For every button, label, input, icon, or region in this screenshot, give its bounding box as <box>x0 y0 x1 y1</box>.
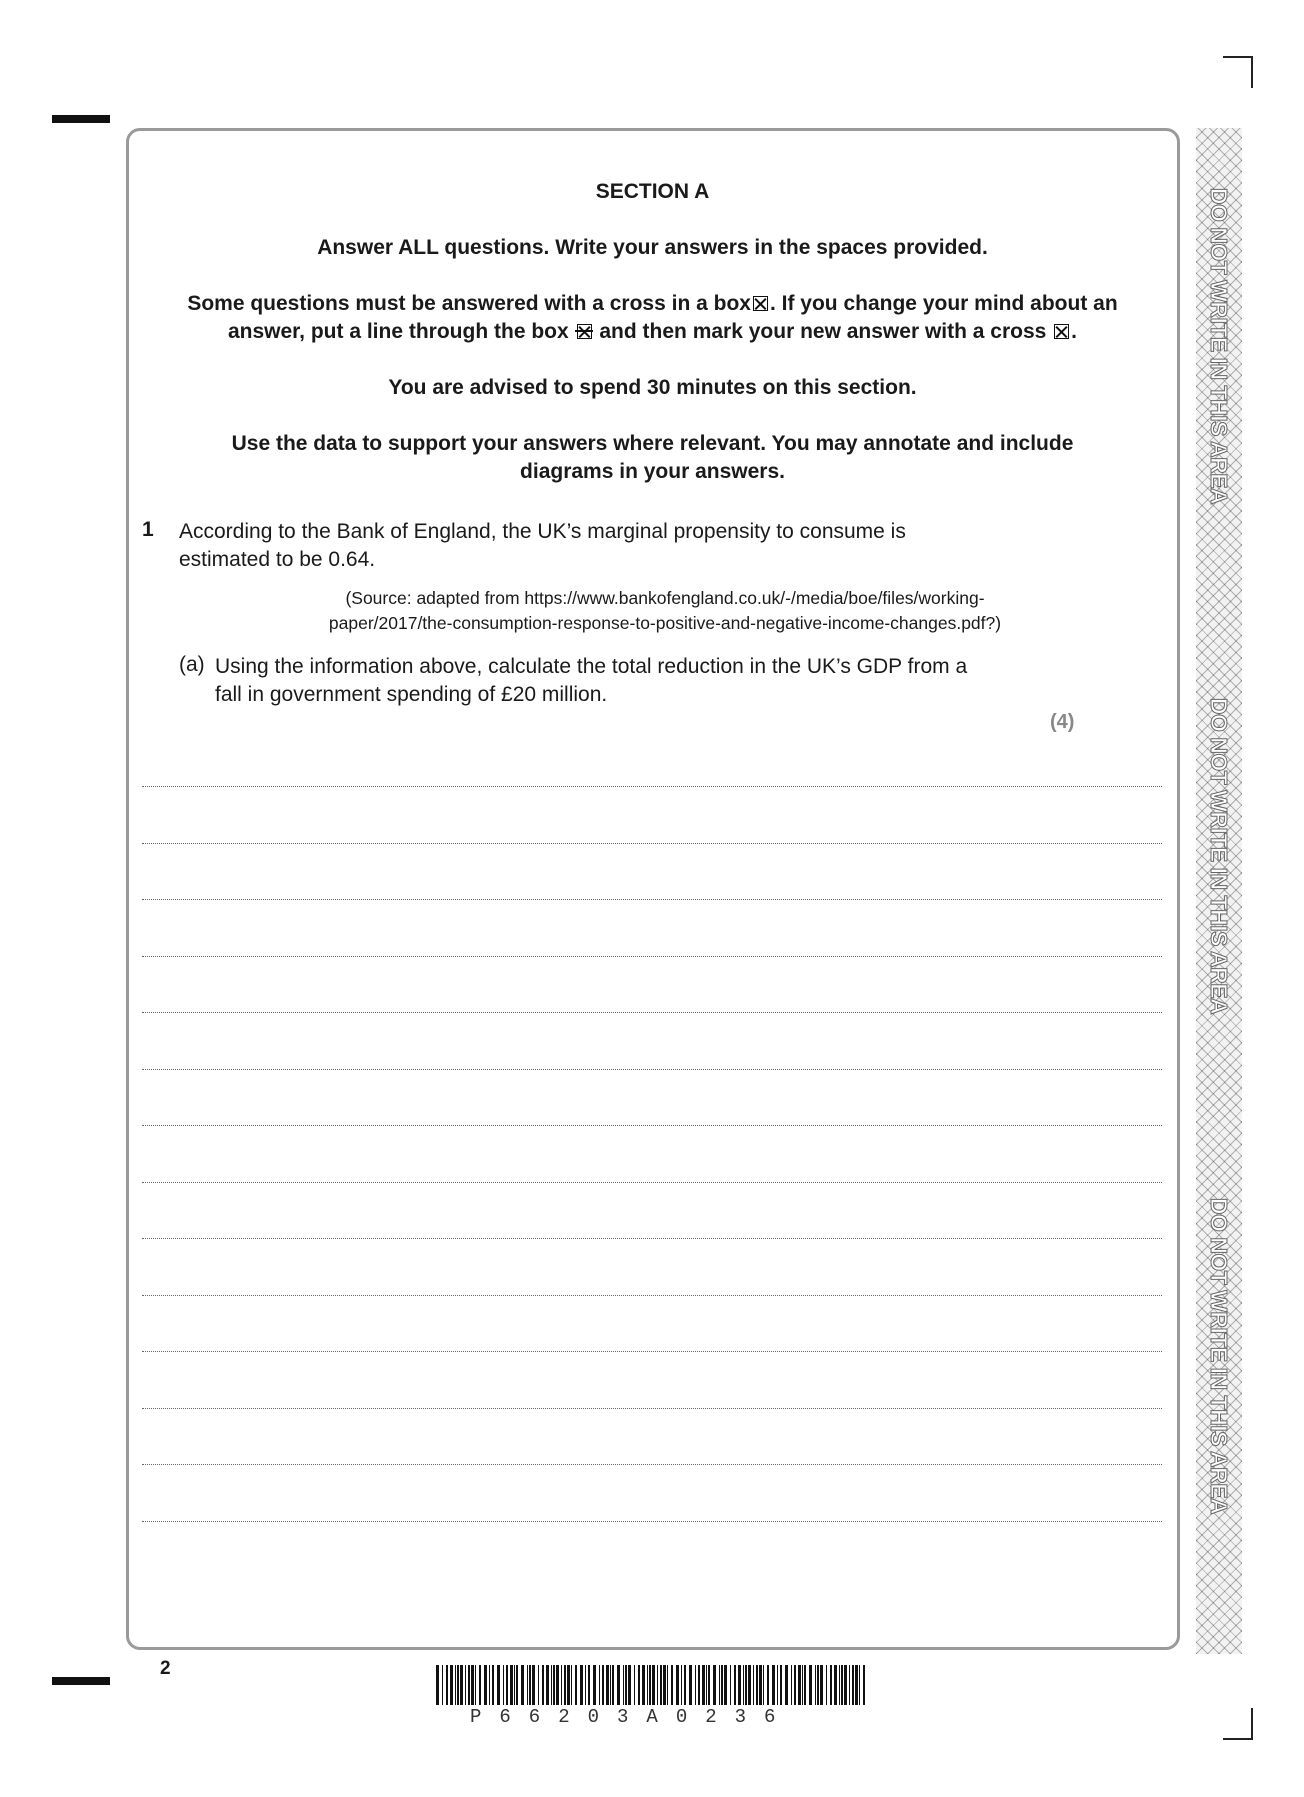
barcode-bar <box>585 1665 586 1705</box>
barcode-bar <box>647 1665 648 1705</box>
barcode-bar <box>791 1665 792 1705</box>
barcode-bar <box>738 1665 741 1705</box>
part-label: (a) <box>179 653 205 676</box>
instruction-line: Some questions must be answered with a cross in a box . If you change your mind about an <box>187 292 1118 315</box>
do-not-write-label: DO NOT WRITE IN THIS AREA <box>1206 1197 1232 1515</box>
barcode-bar <box>599 1665 600 1705</box>
instruction-line: diagrams in your answers. <box>520 460 785 483</box>
barcode-bar <box>753 1665 754 1705</box>
answer-line[interactable] <box>142 787 1162 844</box>
barcode-bar <box>457 1665 459 1705</box>
answer-line[interactable] <box>142 1465 1162 1522</box>
barcode-bar <box>671 1665 673 1705</box>
barcode-bar <box>660 1665 662 1705</box>
barcode-bar <box>702 1665 705 1705</box>
barcode-bar <box>436 1665 439 1705</box>
barcode <box>430 1665 870 1705</box>
registration-bar <box>52 1677 110 1685</box>
instruction-line: Use the data to support your answers where relevant. You may annotate and include <box>231 432 1074 455</box>
barcode-bar <box>734 1665 736 1705</box>
answer-lines[interactable] <box>142 786 1162 1522</box>
barcode-bar <box>649 1665 651 1705</box>
barcode-bar <box>623 1665 624 1705</box>
answer-line[interactable] <box>142 1239 1162 1296</box>
barcode-bar <box>684 1665 686 1705</box>
barcode-bar <box>708 1665 710 1705</box>
barcode-bar <box>561 1665 562 1705</box>
barcode-bar <box>492 1665 494 1705</box>
barcode-bar <box>859 1665 860 1705</box>
question-text: According to the Bank of England, the UK’s marginal propensity to consume is estimated to be 0.64. <box>179 520 906 571</box>
barcode-bar <box>756 1665 758 1705</box>
barcode-bar <box>642 1665 645 1705</box>
barcode-bar <box>657 1665 658 1705</box>
page-number: 2 <box>160 1658 171 1679</box>
barcode-bar <box>820 1665 823 1705</box>
crop-mark <box>1223 1738 1253 1740</box>
barcode-bar <box>706 1665 707 1705</box>
answer-line[interactable] <box>142 900 1162 957</box>
barcode-bar <box>588 1665 590 1705</box>
barcode-bar <box>529 1665 531 1705</box>
answer-line[interactable] <box>142 1183 1162 1240</box>
instruction-line: Answer ALL questions. Write your answers in the spaces provided. <box>317 236 988 259</box>
barcode-bar <box>602 1665 604 1705</box>
struck-cross-box-icon <box>577 324 592 339</box>
barcode-bar <box>546 1665 549 1705</box>
answer-line[interactable] <box>142 1296 1162 1353</box>
barcode-bar <box>497 1665 500 1705</box>
registration-bar <box>52 115 110 123</box>
instruction-line: You are advised to spend 30 minutes on this section. <box>388 376 917 399</box>
barcode-bar <box>532 1665 535 1705</box>
barcode-bar <box>841 1665 843 1705</box>
barcode-bar <box>724 1665 727 1705</box>
barcode-bar <box>450 1665 453 1705</box>
barcode-bar <box>698 1665 700 1705</box>
barcode-bar <box>852 1665 854 1705</box>
barcode-bar <box>817 1665 819 1705</box>
barcode-bar <box>460 1665 463 1705</box>
barcode-bar <box>610 1665 611 1705</box>
barcode-bar <box>465 1665 466 1705</box>
barcode-bar <box>713 1665 716 1705</box>
answer-line[interactable] <box>142 844 1162 901</box>
barcode-bar <box>804 1665 806 1705</box>
barcode-bar <box>663 1665 666 1705</box>
barcode-bar <box>834 1665 837 1705</box>
barcode-bar <box>798 1665 801 1705</box>
barcode-bar <box>772 1665 775 1705</box>
barcode-bar <box>575 1665 577 1705</box>
barcode-bar <box>652 1665 655 1705</box>
barcode-bar <box>638 1665 640 1705</box>
barcode-bar <box>564 1665 566 1705</box>
barcode-bar <box>503 1665 504 1705</box>
barcode-bar <box>634 1665 635 1705</box>
barcode-bar <box>794 1665 796 1705</box>
barcode-bar <box>809 1665 812 1705</box>
barcode-bar <box>553 1665 555 1705</box>
barcode-bar <box>763 1665 764 1705</box>
barcode-bar <box>748 1665 751 1705</box>
barcode-bar <box>484 1665 487 1705</box>
barcode-bar <box>730 1665 731 1705</box>
do-not-write-label: DO NOT WRITE IN THIS AREA <box>1206 697 1232 1015</box>
barcode-bar <box>839 1665 840 1705</box>
barcode-bar <box>612 1665 614 1705</box>
answer-line[interactable] <box>142 957 1162 1014</box>
barcode-bar <box>780 1665 782 1705</box>
barcode-bar <box>510 1665 513 1705</box>
question-number: 1 <box>142 518 154 541</box>
barcode-bar <box>830 1665 832 1705</box>
barcode-bar <box>489 1665 490 1705</box>
do-not-write-margin <box>1196 128 1242 1654</box>
barcode-bar <box>777 1665 778 1705</box>
answer-line[interactable] <box>142 1126 1162 1183</box>
barcode-bar <box>442 1665 443 1705</box>
crop-mark <box>1223 56 1253 58</box>
barcode-bar <box>689 1665 692 1705</box>
barcode-bar <box>863 1665 865 1705</box>
barcode-bar <box>514 1665 515 1705</box>
source-citation: (Source: adapted from https://www.bankofengland.co.uk/-/media/boe/files/working- paper/2017/the-consumption-response-to-positive-and-negative-income-changes.pdf?) <box>328 588 1002 633</box>
barcode-bar <box>527 1665 528 1705</box>
barcode-text: P66203A0236 <box>470 1706 794 1728</box>
barcode-bar <box>580 1665 583 1705</box>
barcode-bar <box>479 1665 481 1705</box>
barcode-bar <box>471 1665 474 1705</box>
barcode-bar <box>455 1665 456 1705</box>
barcode-bar <box>556 1665 559 1705</box>
section-title: SECTION A <box>595 180 710 203</box>
barcode-bar <box>551 1665 552 1705</box>
barcode-bar <box>681 1665 682 1705</box>
barcode-bar <box>506 1665 508 1705</box>
barcode-bar <box>695 1665 696 1705</box>
answer-line[interactable] <box>142 1013 1162 1070</box>
answer-line[interactable] <box>142 1409 1162 1466</box>
instruction-line: answer, put a line through the box and then mark your new answer with a cross . <box>227 320 1078 343</box>
barcode-bar <box>849 1665 850 1705</box>
barcode-bar <box>759 1665 762 1705</box>
barcode-bar <box>606 1665 609 1705</box>
barcode-bar <box>625 1665 627 1705</box>
barcode-bar <box>542 1665 544 1705</box>
crop-mark <box>1251 56 1253 88</box>
barcode-bar <box>855 1665 858 1705</box>
crop-mark <box>1251 1708 1253 1740</box>
part-text: Using the information above, calculate the total reduction in the UK’s GDP from a fall in government spending of £20 million. <box>215 655 968 706</box>
barcode-bar <box>826 1665 827 1705</box>
barcode-bar <box>617 1665 620 1705</box>
barcode-bar <box>567 1665 570 1705</box>
barcode-bar <box>538 1665 539 1705</box>
barcode-bar <box>785 1665 788 1705</box>
barcode-bar <box>468 1665 470 1705</box>
barcode-bar <box>667 1665 668 1705</box>
barcode-bar <box>446 1665 448 1705</box>
barcode-bar <box>521 1665 524 1705</box>
answer-line[interactable] <box>142 1352 1162 1409</box>
barcode-bar <box>815 1665 816 1705</box>
marks-label: (4) <box>1050 711 1075 733</box>
barcode-bar <box>516 1665 518 1705</box>
barcode-bar <box>719 1665 720 1705</box>
barcode-bar <box>743 1665 744 1705</box>
barcode-bar <box>593 1665 596 1705</box>
barcode-bar <box>721 1665 723 1705</box>
barcode-bar <box>628 1665 631 1705</box>
cross-box-icon <box>1054 324 1069 339</box>
do-not-write-label: DO NOT WRITE IN THIS AREA <box>1206 187 1232 505</box>
barcode-bar <box>767 1665 769 1705</box>
barcode-bar <box>571 1665 572 1705</box>
cross-box-icon <box>753 296 768 311</box>
answer-line[interactable] <box>142 1070 1162 1127</box>
barcode-bar <box>745 1665 747 1705</box>
barcode-bar <box>844 1665 847 1705</box>
barcode-bar <box>676 1665 679 1705</box>
barcode-bar <box>475 1665 476 1705</box>
barcode-bar <box>802 1665 803 1705</box>
